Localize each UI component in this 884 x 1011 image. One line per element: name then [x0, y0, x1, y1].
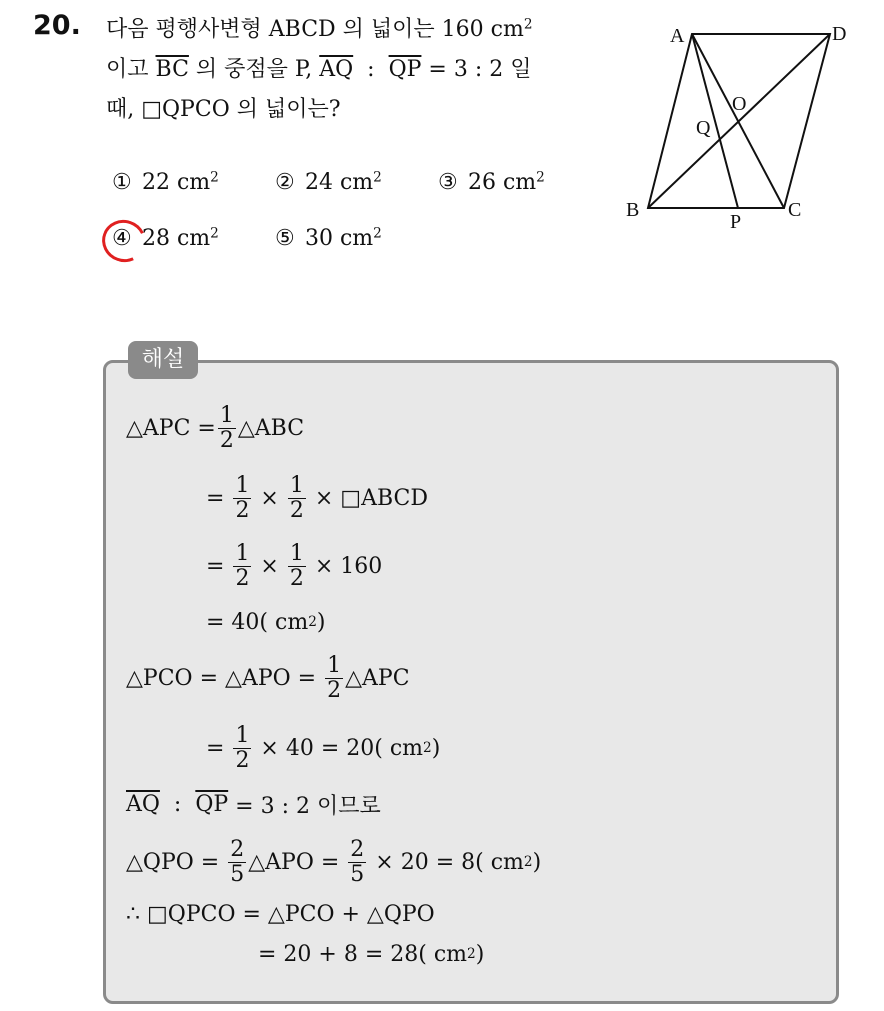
solution-line-2: = $\frac{1}{2}$ × $\frac{1}{2}$ × □ABCD	[206, 472, 428, 523]
solution-line-9: ∴ □QPCO = △PCO + △QPO	[126, 901, 435, 927]
label-d: D	[832, 23, 847, 45]
choice-2[interactable]: ② 24 $cm^2$	[275, 169, 382, 195]
label-b: B	[626, 199, 640, 221]
solution-line-1: △APC = $\frac{1}{2}$ △ABC	[126, 402, 305, 453]
segment-aq: $\overline{AQ}$	[319, 57, 354, 82]
question-line-2: 이고 $\overline{BC}$ 의 중점을 P, $\overline{AQ}$ : $\overline{QP} = 3$ : 2 일	[106, 57, 532, 82]
label-p: P	[730, 211, 742, 233]
question-number: 20.	[33, 10, 81, 41]
solution-line-5: △PCO = △APO = $\frac{1}{2}$ △APC	[126, 652, 410, 703]
choice-4[interactable]: ④ 28 $cm^2$	[112, 225, 219, 251]
solution-line-3: = $\frac{1}{2}$ × $\frac{1}{2}$ × 160	[206, 540, 383, 591]
question-line-3: 때, □QPCO 의 넓이는?	[106, 97, 341, 122]
solution-line-7: $\overline{AQ}$ : $\overline{QP}$ = 3 : 2 이므로	[126, 791, 381, 819]
label-a: A	[670, 25, 685, 47]
choice-1[interactable]: ① 22 $cm^2$	[112, 169, 219, 195]
choice-5[interactable]: ⑤ 30 $cm^2$	[275, 225, 382, 251]
solution-line-8: △QPO = $\frac{2}{5}$ △APO = $\frac{2}{5}$ × 20 = 8( cm 2 )	[126, 836, 542, 887]
solution-tag: 해설	[128, 341, 198, 379]
segment-bc: $\overline{BC}$	[155, 57, 189, 82]
label-o: O	[732, 93, 747, 115]
solution-line-6: = $\frac{1}{2}$ × 40 = 20( cm 2 )	[206, 722, 441, 773]
segment-qp: $\overline{QP}$	[388, 57, 422, 82]
label-q: Q	[696, 117, 711, 139]
choice-3[interactable]: ③ 26 $cm^2$	[438, 169, 545, 195]
parallelogram-diagram	[618, 14, 854, 238]
question-line-1: 다음 평행사변형 ABCD 의 넓이는 160 $cm^2$	[106, 16, 533, 42]
solution-line-4: = 40( cm 2 )	[206, 609, 326, 635]
selected-answer-circle	[96, 214, 152, 269]
solution-line-10: = 20 + 8 = 28( cm 2 )	[258, 941, 485, 967]
diagonal-bd	[648, 34, 830, 208]
label-c: C	[788, 199, 802, 221]
